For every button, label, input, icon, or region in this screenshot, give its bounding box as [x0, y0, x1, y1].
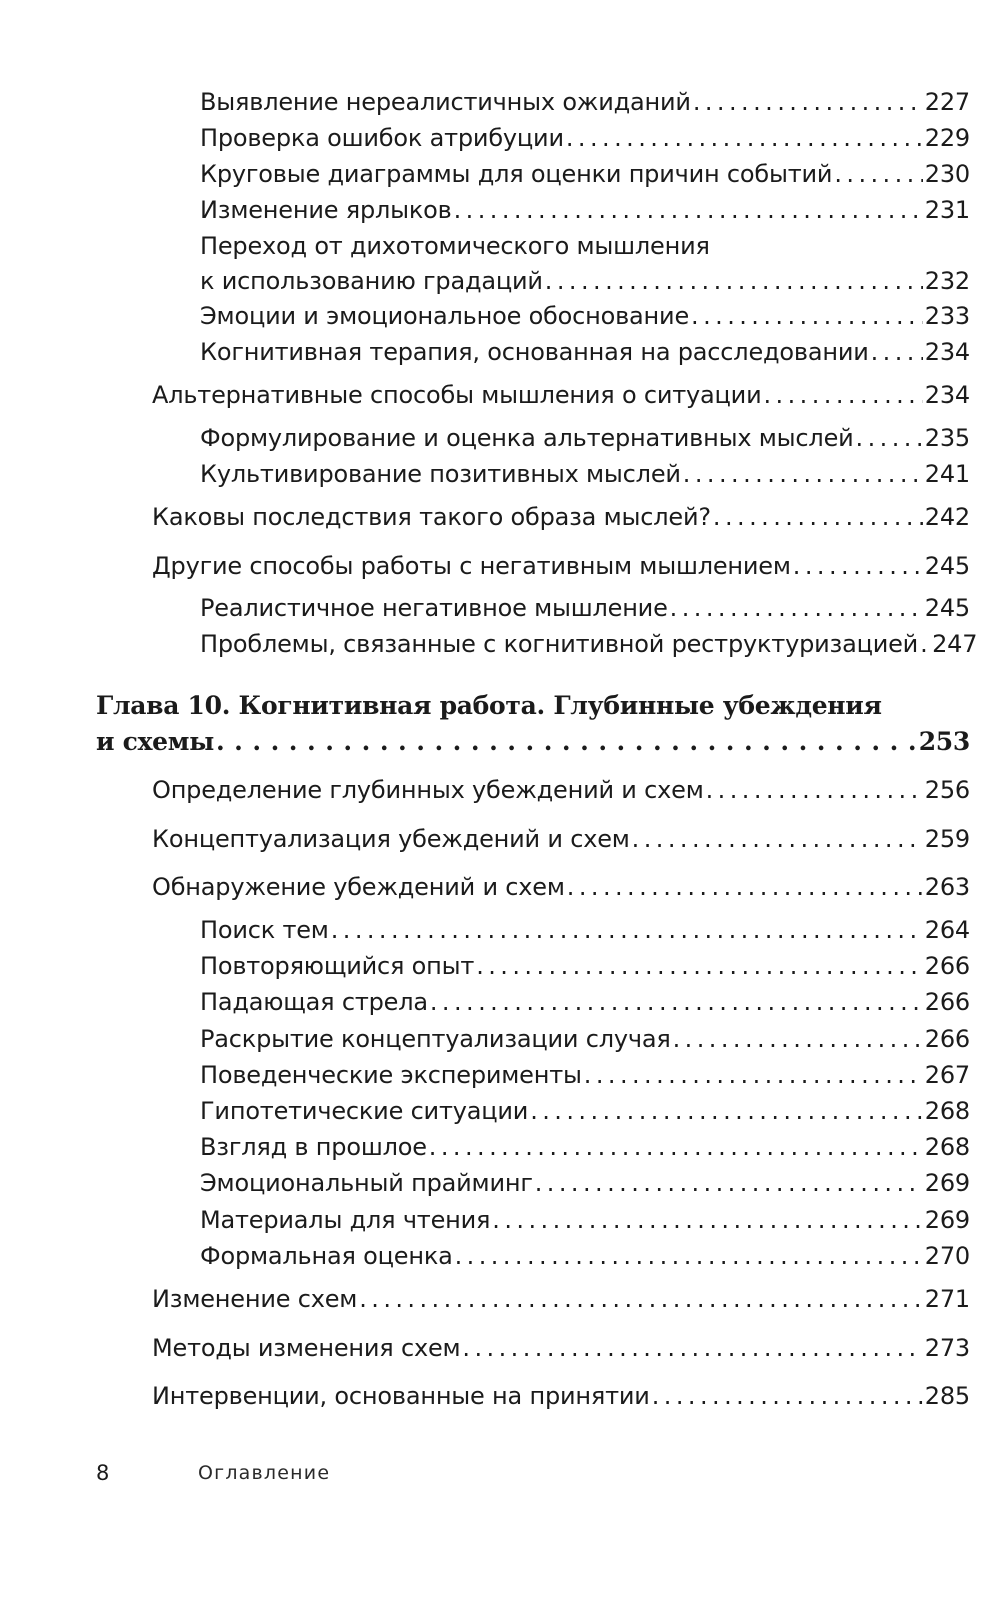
toc-entry-page: 253	[918, 727, 970, 756]
toc-entry-title: Реалистичное негативное мышление	[200, 594, 668, 622]
toc-chapter-entry[interactable]	[96, 724, 970, 760]
toc-entry-title: Падающая стрела	[200, 988, 428, 1016]
toc-entry-title-line1: Переход от дихотомического мышления	[200, 232, 710, 260]
toc-leader	[535, 1165, 923, 1201]
toc-leader	[706, 772, 923, 808]
toc-entry-title: Концептуализация убеждений и схем	[152, 825, 630, 853]
toc-leader	[462, 1330, 922, 1366]
toc-leader	[454, 192, 923, 228]
toc-entry[interactable]	[200, 1202, 970, 1238]
toc-entry-page: 235	[924, 424, 970, 452]
toc-entry-page: 264	[924, 916, 970, 944]
toc-leader	[670, 590, 923, 626]
toc-entry[interactable]	[200, 1238, 970, 1274]
toc-entry[interactable]	[200, 456, 970, 492]
toc-leader	[584, 1057, 923, 1093]
toc-entry-title: Проверка ошибок атрибуции	[200, 124, 564, 152]
toc-entry-page: 267	[924, 1061, 970, 1089]
toc-entry[interactable]	[200, 334, 970, 370]
toc-entry-title: Эмоции и эмоциональное обоснование	[200, 302, 690, 330]
page-number: 8	[96, 1461, 110, 1485]
toc-entry-page: 245	[924, 594, 970, 622]
toc-leader	[567, 869, 923, 905]
toc-entry-title: Круговые диаграммы для оценки причин событий	[200, 160, 833, 188]
toc-leader	[476, 948, 923, 984]
toc-entry-page: 259	[924, 825, 970, 853]
toc-entry-page: 273	[924, 1334, 970, 1362]
toc-leader	[331, 912, 923, 948]
toc-entry[interactable]	[200, 156, 970, 192]
toc-entry-title: Культивирование позитивных мыслей	[200, 460, 681, 488]
toc-leader	[632, 821, 923, 857]
toc-entry-page: 269	[924, 1169, 970, 1197]
toc-leader	[429, 1129, 923, 1165]
toc-entry-title: Поведенческие эксперименты	[200, 1061, 582, 1089]
toc-entry-page: 230	[924, 160, 970, 188]
toc-entry-page: 234	[924, 381, 970, 409]
toc-leader	[545, 263, 923, 299]
toc-entry-page: 227	[924, 88, 970, 116]
toc-entry-page: 285	[924, 1382, 970, 1410]
toc-leader	[793, 548, 923, 584]
toc-entry-title: Каковы последствия такого образа мыслей?	[152, 503, 711, 531]
toc-entry-page: 266	[924, 952, 970, 980]
toc-entry-page: 268	[924, 1097, 970, 1125]
toc-entry-page: 247	[932, 630, 978, 658]
chapter-title-line1: Глава 10. Когнитивная работа. Глубинные убеждения	[96, 691, 882, 720]
toc-entry[interactable]	[152, 1281, 970, 1317]
toc-entry[interactable]	[152, 772, 970, 808]
toc-leader	[856, 420, 923, 456]
toc-entry[interactable]	[152, 377, 970, 413]
toc-leader	[216, 724, 917, 760]
toc-entry[interactable]	[200, 948, 970, 984]
toc-leader	[430, 984, 923, 1020]
toc-entry[interactable]	[200, 1093, 970, 1129]
toc-leader	[652, 1378, 923, 1414]
toc-entry-page: 232	[924, 267, 970, 295]
toc-leader	[871, 334, 923, 370]
toc-entry-title: Определение глубинных убеждений и схем	[152, 776, 704, 804]
toc-leader	[691, 298, 923, 334]
toc-entry[interactable]	[200, 298, 970, 334]
toc-entry-title: и схемы	[96, 727, 214, 756]
toc-entry-title: Выявление нереалистичных ожиданий	[200, 88, 691, 116]
toc-leader	[763, 377, 922, 413]
toc-leader	[455, 1238, 923, 1274]
toc-entry-page: 269	[924, 1206, 970, 1234]
toc-entry[interactable]	[200, 263, 970, 299]
toc-entry-page: 263	[924, 873, 970, 901]
toc-entry[interactable]	[152, 548, 970, 584]
toc-entry-page: 271	[924, 1285, 970, 1313]
toc-entry-page: 268	[924, 1133, 970, 1161]
toc-entry-title: Обнаружение убеждений и схем	[152, 873, 565, 901]
toc-entry[interactable]	[200, 1021, 970, 1057]
toc-entry-title: Изменение схем	[152, 1285, 358, 1313]
toc-leader	[713, 499, 923, 535]
toc-leader	[492, 1202, 923, 1238]
toc-entry[interactable]	[200, 590, 970, 626]
toc-entry-title: Методы изменения схем	[152, 1334, 461, 1362]
toc-entry[interactable]	[152, 821, 970, 857]
toc-entry-title: Формальная оценка	[200, 1242, 453, 1270]
toc-entry-title: Другие способы работы с негативным мышлением	[152, 552, 791, 580]
toc-leader	[359, 1281, 923, 1317]
toc-entry-page: 256	[924, 776, 970, 804]
toc-entry-page: 229	[924, 124, 970, 152]
toc-entry-page: 242	[924, 503, 970, 531]
toc-entry-title: Формулирование и оценка альтернативных мыслей	[200, 424, 854, 452]
toc-entry-title: Гипотетические ситуации	[200, 1097, 529, 1125]
toc-entry[interactable]	[200, 1129, 970, 1165]
toc-leader	[530, 1093, 923, 1129]
toc-leader	[834, 156, 922, 192]
toc-entry-page: 241	[924, 460, 970, 488]
toc-entry[interactable]	[200, 84, 970, 120]
toc-entry-page: 266	[924, 988, 970, 1016]
toc-entry-page: 231	[924, 196, 970, 224]
toc-entry[interactable]	[200, 120, 970, 156]
toc-leader	[566, 120, 923, 156]
toc-entry-page: 234	[924, 338, 970, 366]
toc-entry-page: 245	[924, 552, 970, 580]
toc-entry-title: Изменение ярлыков	[200, 196, 452, 224]
toc-entry-title: Проблемы, связанные с когнитивной реструктуризацией	[200, 630, 919, 658]
toc-entry-title: Повторяющийся опыт	[200, 952, 475, 980]
toc-entry[interactable]	[200, 1057, 970, 1093]
toc-entry-title: Взгляд в прошлое	[200, 1133, 427, 1161]
toc-entry[interactable]	[200, 984, 970, 1020]
toc-entry-page: 270	[924, 1242, 970, 1270]
toc-entry[interactable]	[200, 912, 970, 948]
toc-entry-title: Альтернативные способы мышления о ситуации	[152, 381, 762, 409]
toc-entry[interactable]	[200, 626, 978, 662]
toc-leader	[693, 84, 923, 120]
toc-entry-page: 266	[924, 1025, 970, 1053]
toc-entry-title: Материалы для чтения	[200, 1206, 491, 1234]
toc-entry-title: Интервенции, основанные на принятии	[152, 1382, 650, 1410]
toc-leader	[673, 1021, 923, 1057]
toc-entry[interactable]	[152, 1378, 970, 1414]
toc-leader	[920, 626, 930, 662]
toc-entry[interactable]	[152, 869, 970, 905]
running-footer-title: Оглавление	[198, 1462, 331, 1484]
toc-entry[interactable]	[200, 192, 970, 228]
toc-entry[interactable]	[200, 420, 970, 456]
toc-leader	[683, 456, 923, 492]
toc-entry-title: Когнитивная терапия, основанная на расследовании	[200, 338, 869, 366]
toc-entry-title: Раскрытие концептуализации случая	[200, 1025, 671, 1053]
toc-entry-page: 233	[924, 302, 970, 330]
toc-entry[interactable]	[152, 499, 970, 535]
toc-entry[interactable]	[200, 1165, 970, 1201]
toc-entry-title: Поиск тем	[200, 916, 329, 944]
toc-entry-title: Эмоциональный прайминг	[200, 1169, 533, 1197]
toc-entry[interactable]	[152, 1330, 970, 1366]
toc-entry-title: к использованию градаций	[200, 267, 543, 295]
